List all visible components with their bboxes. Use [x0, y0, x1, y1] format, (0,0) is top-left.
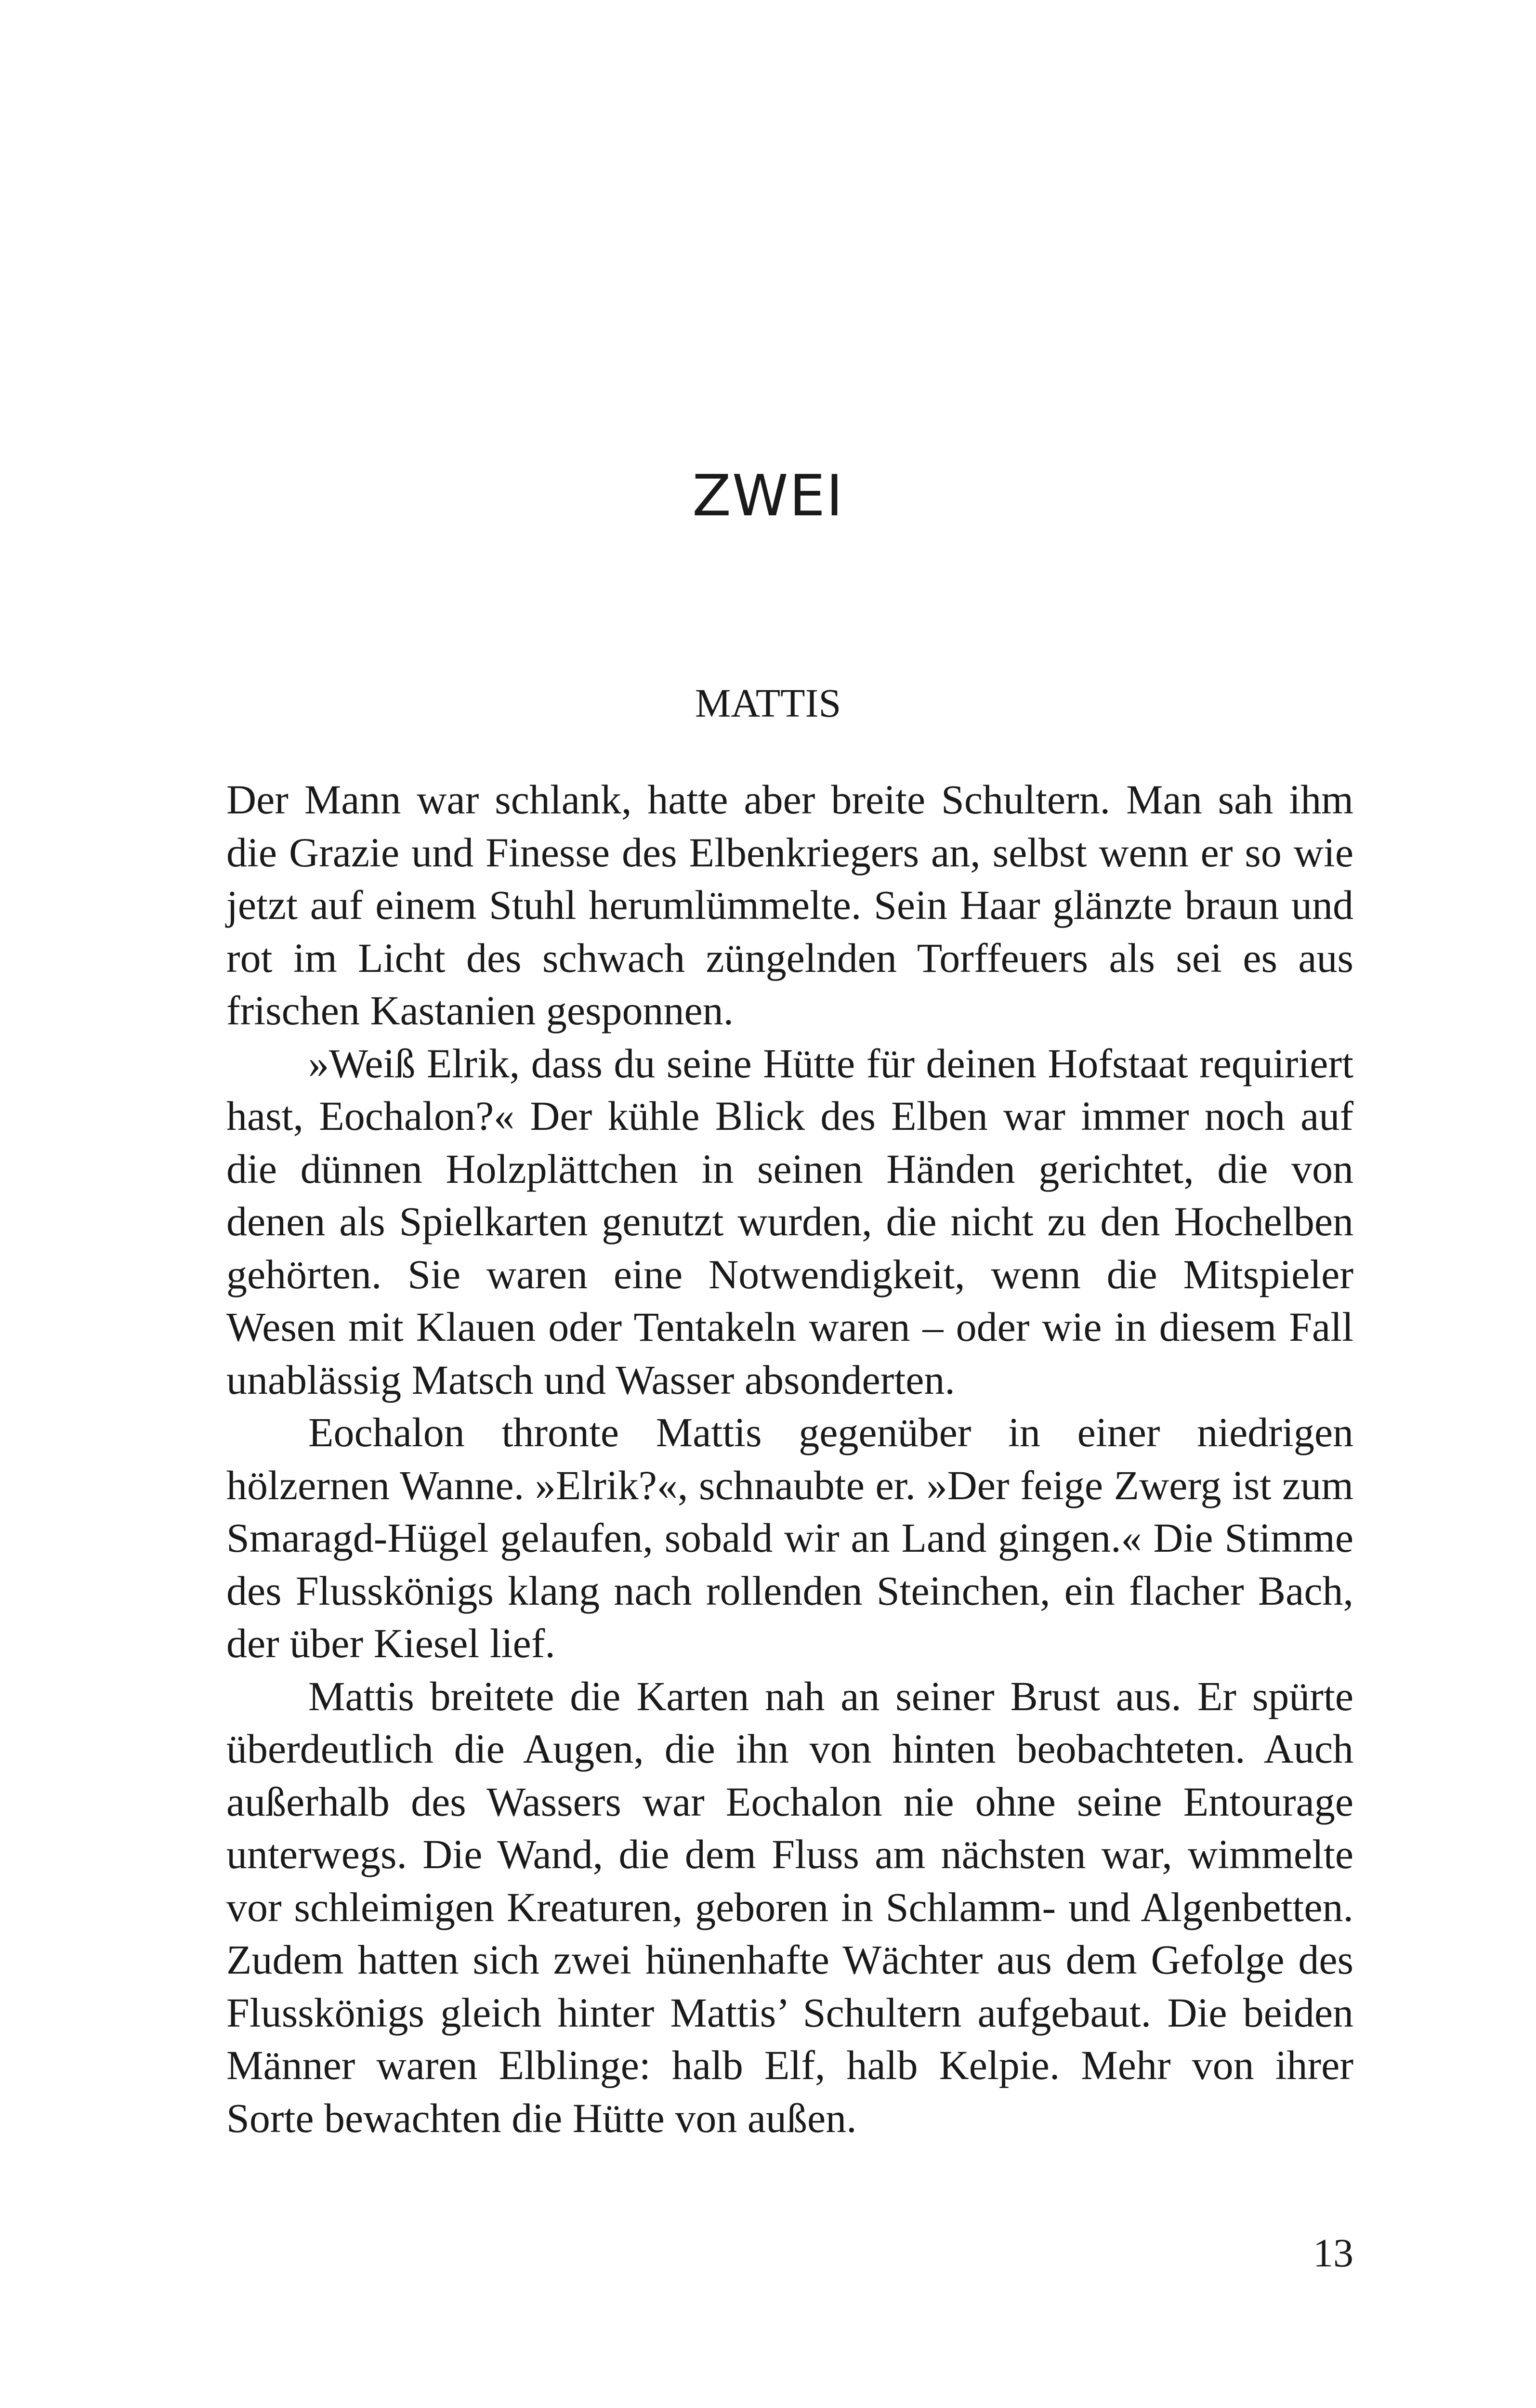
page-number: 13 — [1313, 2231, 1353, 2276]
paragraph: »Weiß Elrik, dass du seine Hütte für deinen Hofstaat requiriert hast, Eochalon?« Der kühle Blick des Elben war immer noch auf die dünnen Holzplättchen in seinen Händen gerichtet, die von denen als Spielkarten genutzt wurden, die nicht zu den Hochelben gehörten. Sie waren eine Notwendigkeit, wenn die Mitspieler Wesen mit Klauen oder Tentakeln waren – oder wie in diesem Fall unablässig Matsch und Wasser absonderten. — [226, 1040, 1353, 1403]
chapter-title: ZWEI — [692, 462, 844, 529]
chapter-subtitle: MATTIS — [695, 681, 841, 726]
paragraph: Mattis breitete die Karten nah an seiner Brust aus. Er spürte überdeutlich die Augen, die ihn von hinten beobachteten. Auch außerhalb des Wassers war Eochalon nie ohne seine Entourage unterwegs. Die Wand, die dem Fluss am nächsten war, wimmelte vor schleimigen Kreaturen, geboren in Schlamm- und Algenbetten. Zudem hatten sich zwei hünenhafte Wächter aus dem Gefolge des Flusskönigs gleich hinter Mattis’ Schultern aufgebaut. Die beiden Männer waren Elblinge: halb Elf, halb Kelpie. Mehr von ihrer Sorte bewachten die Hütte von außen. — [226, 1673, 1353, 2141]
paragraph: Eochalon thronte Mattis gegenüber in einer niedrigen hölzernen Wanne. »Elrik?«, schnaubte er. »Der feige Zwerg ist zum Smaragd-Hügel gelaufen, sobald wir an Land gingen.« Die Stimme des Flusskönigs klang nach rollenden Steinchen, ein flacher Bach, der über Kiesel lief. — [226, 1409, 1353, 1666]
paragraph: Der Mann war schlank, hatte aber breite Schultern. Man sah ihm die Grazie und Finesse des Elbenkriegers an, selbst wenn er so wie jetzt auf einem Stuhl herumlümmelte. Sein Haar glänzte braun und rot im Licht des schwach züngelnden Torffeuers als sei es aus frischen Kastanien gesponnen. — [226, 776, 1353, 1034]
body-text — [226, 773, 1353, 2145]
